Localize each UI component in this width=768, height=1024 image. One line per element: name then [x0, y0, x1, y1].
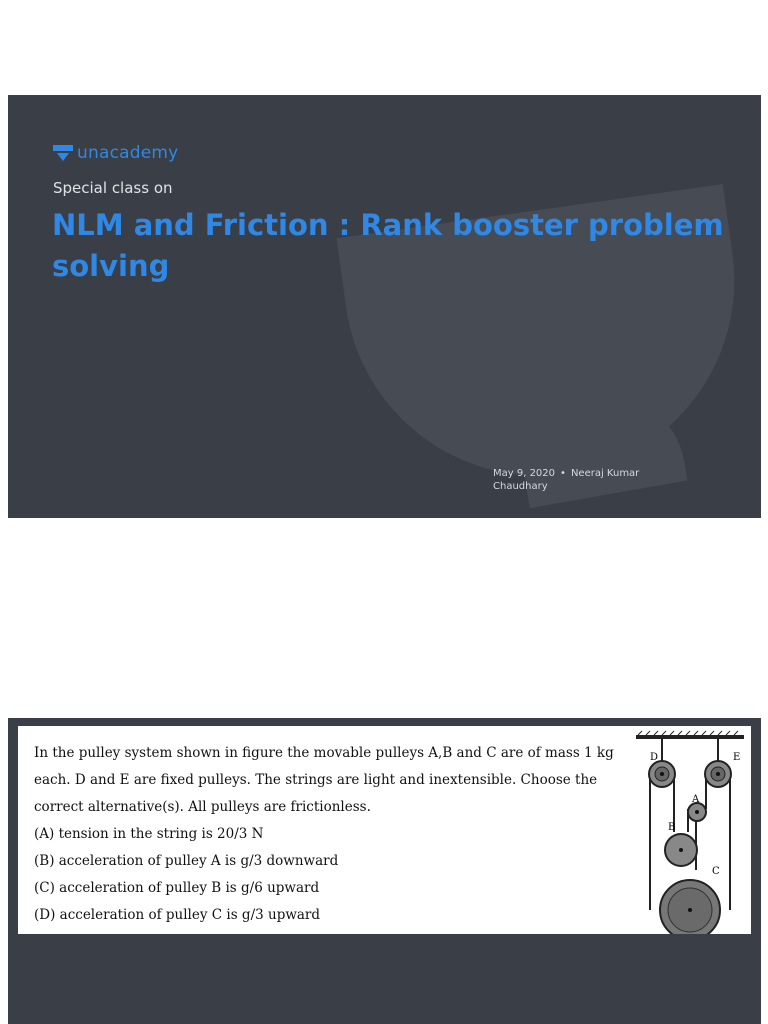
brand-name: unacademy	[77, 143, 179, 163]
question-text	[34, 740, 614, 929]
educator-name: Neeraj Kumar Chaudhary	[493, 468, 640, 492]
title-slide	[8, 95, 761, 518]
pulley-system-figure	[630, 730, 748, 934]
pulley-b	[665, 834, 697, 866]
unacademy-logo-icon	[53, 144, 73, 162]
class-date: May 9, 2020	[493, 468, 556, 479]
option-c: (C) acceleration of pulley B is g/6 upward	[34, 880, 320, 896]
option-a: (A) tension in the string is 20/3 N	[34, 826, 264, 842]
brand-logo	[53, 143, 178, 163]
slide-subtitle: Special class on	[53, 179, 173, 197]
label-a: A	[692, 794, 700, 805]
label-b: B	[668, 822, 676, 833]
pulley-d	[649, 761, 675, 787]
label-c: C	[712, 866, 720, 877]
option-b: (B) acceleration of pulley A is g/3 downward	[34, 853, 339, 869]
pulley-e	[705, 761, 731, 787]
question-stem: In the pulley system shown in figure the movable pulleys A,B and C are of mass 1 kg each. D and E are fixed pulleys. The strings are light and inextensible. Choose the correct alternative(s). All pulleys are frictionless.	[34, 745, 614, 815]
label-d: D	[650, 752, 659, 763]
slide-title: NLM and Friction : Rank booster problem solving	[52, 208, 724, 283]
pulley-a	[688, 803, 706, 821]
pulley-c	[660, 880, 720, 934]
question-slide	[8, 718, 761, 1024]
label-e: E	[733, 752, 741, 763]
option-d: (D) acceleration of pulley C is g/3 upward	[34, 907, 321, 923]
question-card	[18, 726, 751, 934]
ceiling	[636, 731, 744, 739]
meta-separator: •	[560, 468, 566, 479]
class-meta	[493, 467, 663, 493]
